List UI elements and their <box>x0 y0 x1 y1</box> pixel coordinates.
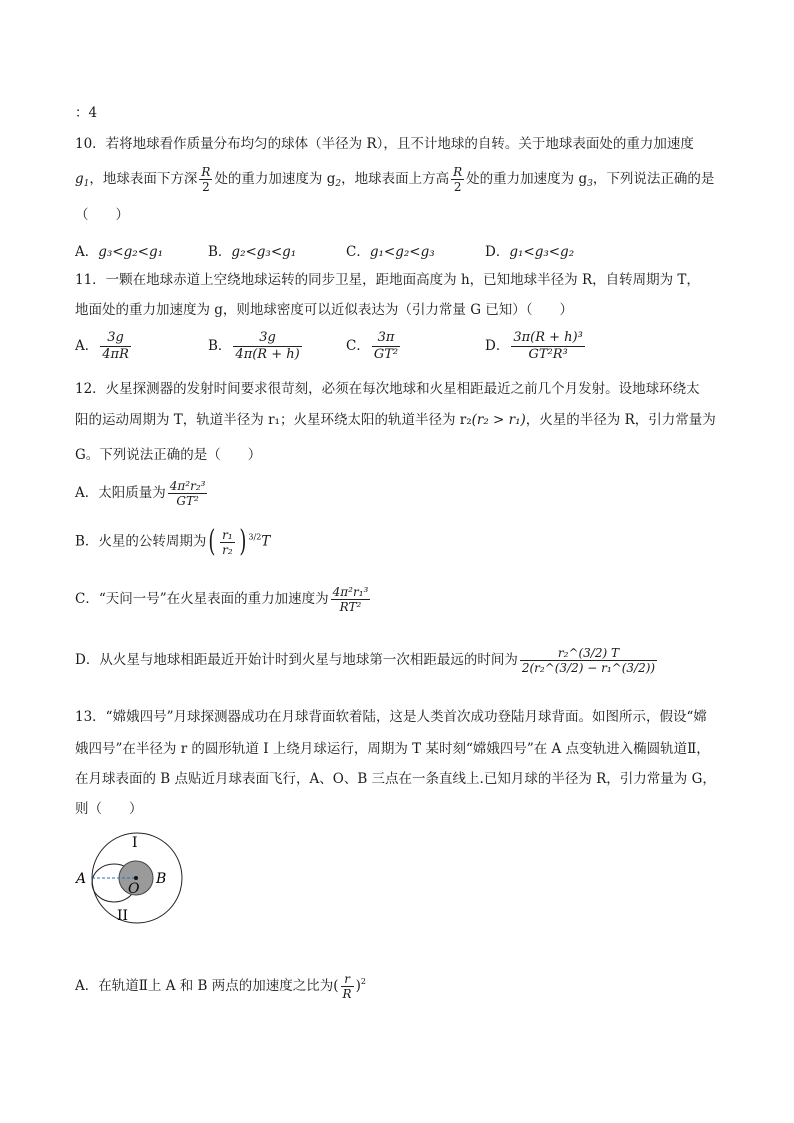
label-B: B <box>156 871 167 887</box>
q13-line-1: 13．“嫦娥四号”月球探测器成功在月球背面软着陆，这是人类首次成功登陆月球背面。如图所示，假设“嫦 <box>75 709 707 725</box>
q13-option-a: A．在轨道Ⅱ上 A 和 B 两点的加速度之比为( $\frac{r}{R}$ )$^2$ <box>75 972 366 1001</box>
q10-option-d: D．g₁<g₃<g₂ <box>485 244 575 260</box>
q11-option-a: A． $\frac{3g}{4\pi R}$ <box>75 330 129 362</box>
q11-option-d: D． $\frac{\text{3π(R + h)³}}{\text{GT²R³}}$ <box>485 330 583 362</box>
q13-line-4: 则（ ） <box>75 801 143 817</box>
q13-line-2: 娥四号”在半径为 r 的圆形轨道 I 上绕月球运行，周期为 T 某时刻“嫦娥四号”在 A 点变轨进入椭圆轨道Ⅱ， <box>75 741 710 757</box>
q12-option-a: A．太阳质量为 $\frac{\text{4π²r₂³}}{\text{GT²}}$ <box>75 479 206 508</box>
page-fragment: ：4 <box>75 105 98 121</box>
label-I: I <box>132 835 138 851</box>
q11-line-1: 11．一颗在地球赤道上空绕地球运转的同步卫星，距地面高度为 h，已知地球半径为 R，自转周期为 T， <box>75 272 700 288</box>
label-O: O <box>128 881 140 897</box>
q12-option-c: C．“天问一号”在火星表面的重力加速度为 $\frac{\text{4π²r₁³}}{\text{RT²}}$ <box>75 585 369 614</box>
q12-line-1: 12．火星探测器的发射时间要求很苛刻，必须在每次地球和火星相距最近之前几个月发射。设地球环绕太 <box>75 381 700 397</box>
q11-option-b: B． $\frac{3g}{4\pi(R + h)}$ <box>208 330 300 362</box>
label-II: II <box>117 908 129 924</box>
q10-line-2: $g_1$，地球表面下方深 $\frac{R}{2}$ 处的重力加速度为 $g_2$，地球表面上方高 $\frac{R}{2}$ 处的重力加速度为 $g_3$，下列说法正确的是 <box>75 165 715 194</box>
q11-line-2: 地面处的重力加速度为 g，则地球密度可以近似表达为（引力常量 G 已知）（ ） <box>75 302 574 318</box>
q10-line-1: 10．若将地球看作质量分布均匀的球体（半径为 R），且不计地球的自转。关于地球表面处的重力加速度 <box>75 136 694 152</box>
q13-line-3: 在月球表面的 B 点贴近月球表面飞行，A、O、B 三点在一条直线上.已知月球的半径为 R，引力常量为 G， <box>75 771 716 787</box>
q10-option-b: B．g₂<g₃<g₁ <box>208 244 297 260</box>
q10-option-a: A．g₃<g₂<g₁ <box>75 244 164 260</box>
q12-option-d: D．从火星与地球相距最近开始计时到火星与地球第一次相距最远的时间为 $\frac{\text{r₂\textasciicircum{}(3/2) T}}{\text{2(r₂\textasciicircum{}(3/2) − r₁\textasciicircum{}(3/2))}}$ <box>75 646 656 675</box>
center-point <box>134 876 138 880</box>
q12-line-2: 阳的运动周期为 T，轨道半径为 r₁；火星环绕太阳的轨道半径为 r₂(r₂ > r₁)，火星的半径为 R，引力常量为 <box>75 412 716 428</box>
q11-option-c: C． $\frac{3\pi}{\text{GT²}}$ <box>346 330 399 362</box>
q12-option-b: B．火星的公转周期为( $\frac{\text{r₁}}{\text{r₂}}$ ) $^{3/2}$T <box>75 524 271 559</box>
q10-option-c: C．g₁<g₂<g₃ <box>346 244 435 260</box>
q10-answer-bracket: （ ） <box>75 207 129 223</box>
q12-line-3: G。下列说法正确的是（ ） <box>75 447 262 463</box>
label-A: A <box>76 871 87 887</box>
orbit-figure <box>70 825 220 940</box>
